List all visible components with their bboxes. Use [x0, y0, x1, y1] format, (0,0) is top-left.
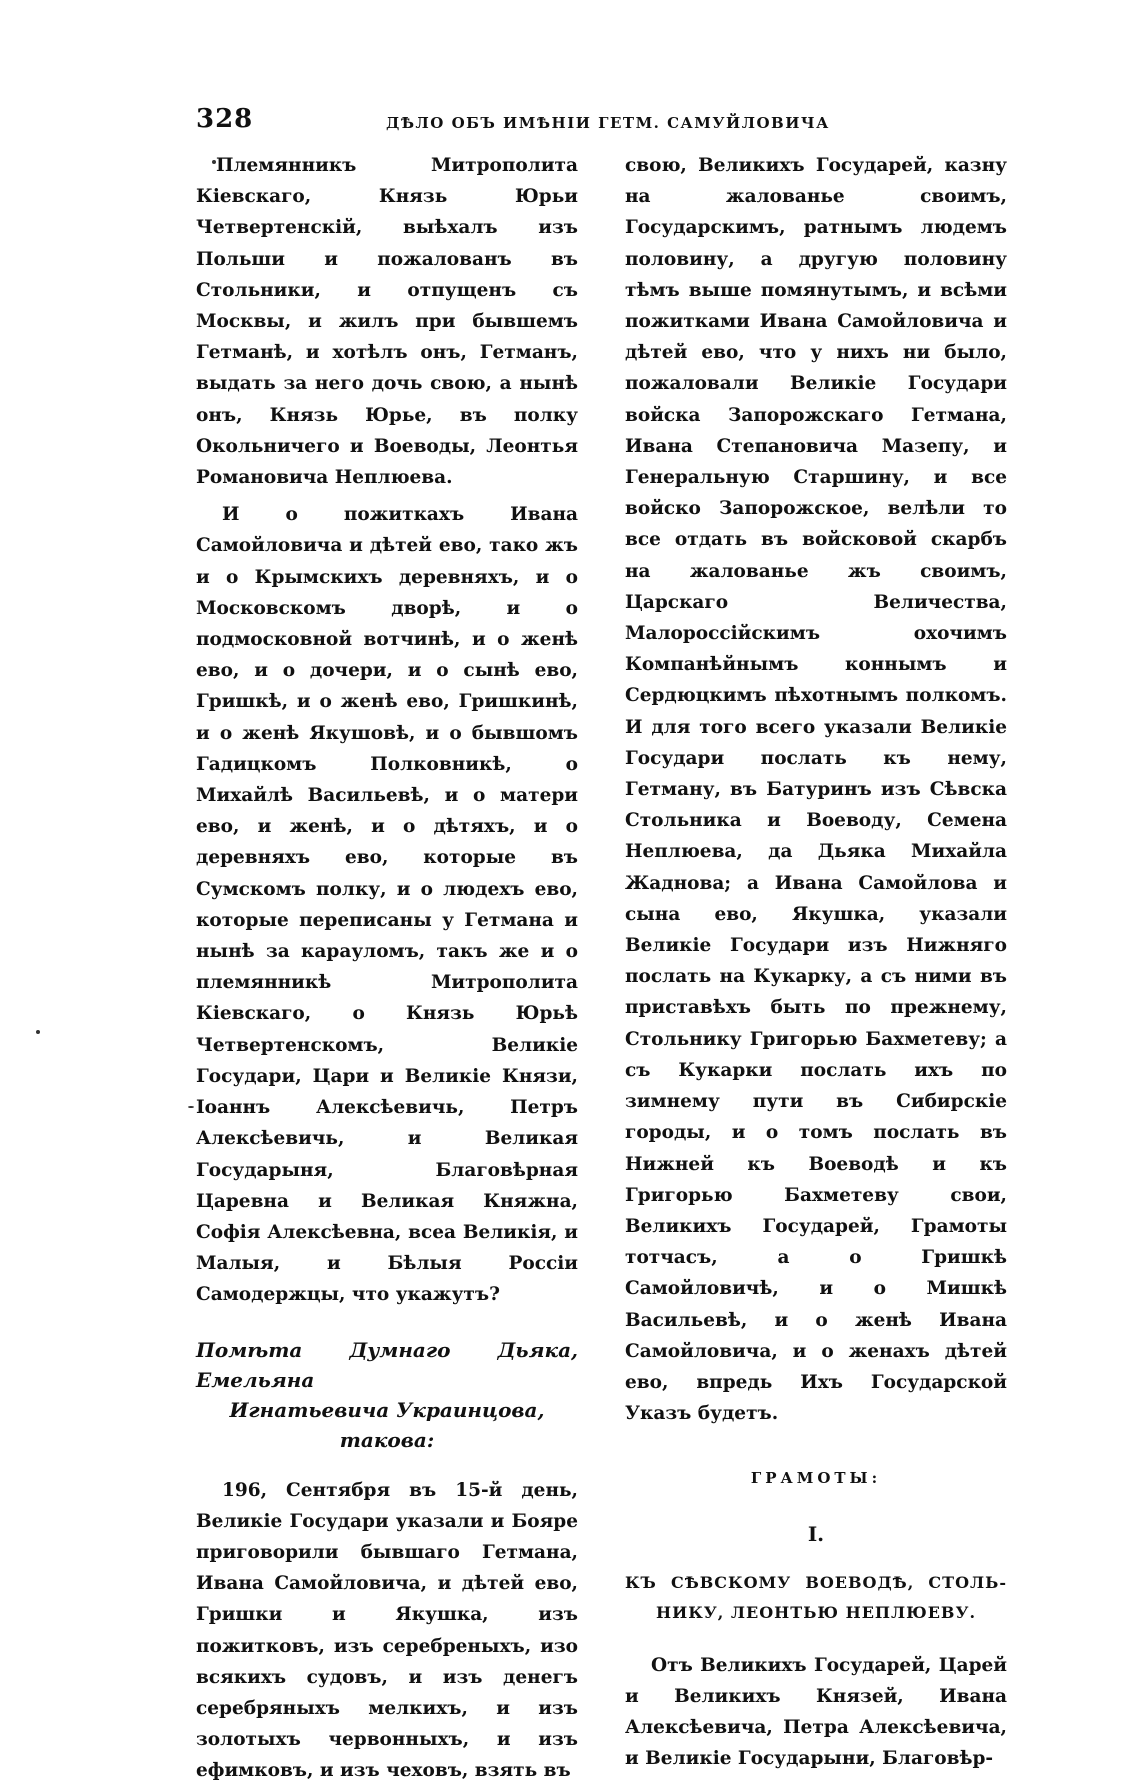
running-title: ДѢЛО ОБЪ ИМѢНІИ ГЕТМ. САМУЙЛОВИЧА [386, 114, 830, 132]
print-speck [212, 160, 216, 164]
document-title [625, 1568, 1007, 1628]
print-speck [188, 1106, 194, 1108]
left-paragraph-1: Племянникъ Митрополита Кіевскаго, Князь Юрьи Четвертенскій, выѣхалъ изъ Польши и пожалованъ въ Стольники, и отпущенъ съ Москвы, и жилъ при бывшемъ Гетманѣ, и хотѣлъ онъ, Гетманъ, выдать за него дочь свою, а нынѣ онъ, Князь Юрье, въ полку Окольничего и Воеводы, Леонтья Романовича Неплюева. [196, 155, 578, 489]
note-heading [196, 1335, 578, 1455]
note-heading-line-1: Помѣта Думнаго Дьяка, Емельяна [196, 1337, 578, 1392]
right-paragraph-1: свою, Великихъ Государей, казну на жалованье своимъ, Государскимъ, ратнымъ людемъ половину, а другую половину тѣмъ выше помянутымъ, и всѣми пожитками Ивана Самойловича и дѣтей ево, что у нихъ ни было, пожаловали Великіе Государи войска Запорожскаго Гетмана, Ивана Степановича Мазепу, и Генеральную Старшину, и все войско Запорожское, велѣли то все отдать въ войсковой скарбъ на жалованье жъ своимъ, Царскаго Величества, Малороссійскимъ охочимъ Компанѣйнымъ коннымъ и Сердюцкимъ пѣхотнымъ полкомъ. И для того всего указали Великіе Государи послать къ нему, Гетману, въ Батуринъ изъ Сѣвска Стольника и Воеводу, Семена Неплюева, да Дьяка Михайла Жаднова; а Ивана Самойлова и сына ево, Якушка, указали Великіе Государи изъ Нижняго послать на Кукарку, а съ ними въ приставѣхъ быть по прежнему, Стольнику Григорью Бахметеву; а съ Кукарки послать ихъ по зимнему пути въ Сибирскіе городы, и о томъ послать въ Нижней къ Воеводѣ и къ Григорью Бахметеву свои, Великихъ Государей, Грамоты тотчасъ, а о Гришкѣ Самойловичѣ, и о Мишкѣ Васильевѣ, и о женѣ Ивана Самойловича, и о женахъ дѣтей ево, впредь Ихъ Государской Указъ будетъ. [625, 155, 1007, 1425]
page-header [196, 104, 896, 144]
left-paragraph-3: 196, Сентября въ 15-й день, Великіе Государи указали и Бояре приговорили бывшаго Гетмана, Ивана Самойловича, и дѣтей ево, Гришки и Якушка, изъ пожитковъ, изъ серебреныхъ, изо всякихъ судовъ, и изъ денегъ серебряныхъ мелкихъ, и изъ золотыхъ червонныхъ, и изъ ефимковъ, и изъ чеховъ, взять въ [196, 1479, 578, 1782]
document-number: I. [807, 1521, 825, 1546]
left-paragraph-2: И о пожиткахъ Ивана Самойловича и дѣтей ево, тако жъ и о Крымскихъ деревняхъ, и о Московскомъ дворѣ, и о подмосковной вотчинѣ, и о женѣ ево, и о дочери, и о сынѣ ево, Гришкѣ, и о женѣ ево, Гришкинѣ, и о женѣ Якушовѣ, и о бывшомъ Гадицкомъ Полковникѣ, о Михайлѣ Васильевѣ, и о матери ево, и женѣ, и о дѣтяхъ, и о деревняхъ ево, которые въ Сумскомъ полку, и о людехъ ево, которые переписаны у Гетмана и нынѣ за карауломъ, такъ же и о племянникѣ Митрополита Кіевскаго, о Князь Юрьѣ Четвертенскомъ, Великіе Государи, Цари и Великіе Князи, Іоаннъ Алексѣевичь, Петръ Алексѣевичь, и Великая Государыня, Благовѣрная Царевна и Великая Княжна, Софія Алексѣевна, всеа Великія, и Малыя, и Бѣлыя Россіи Самодержцы, что укажутъ? [196, 504, 578, 1306]
page-number: 328 [196, 104, 254, 134]
print-speck [36, 1030, 40, 1034]
section-heading: ГРАМОТЫ: [750, 1469, 882, 1488]
note-heading-line-2: Игнатьевича Украинцова, такова: [229, 1397, 545, 1452]
right-column [625, 150, 1007, 1775]
right-paragraph-2: Отъ Великихъ Государей, Царей и Великихъ Князей, Ивана Алексѣевича, Петра Алексѣевича, и Великіе Государыни, Благовѣр- [625, 1654, 1007, 1770]
document-title-line-1: КЪ СѢВСКОМУ ВОЕВОДѢ, СТОЛЬ- [625, 1572, 1007, 1592]
document-title-line-2: НИКУ, ЛЕОНТЬЮ НЕПЛЮЕВУ. [655, 1602, 977, 1622]
left-column [196, 150, 578, 1787]
